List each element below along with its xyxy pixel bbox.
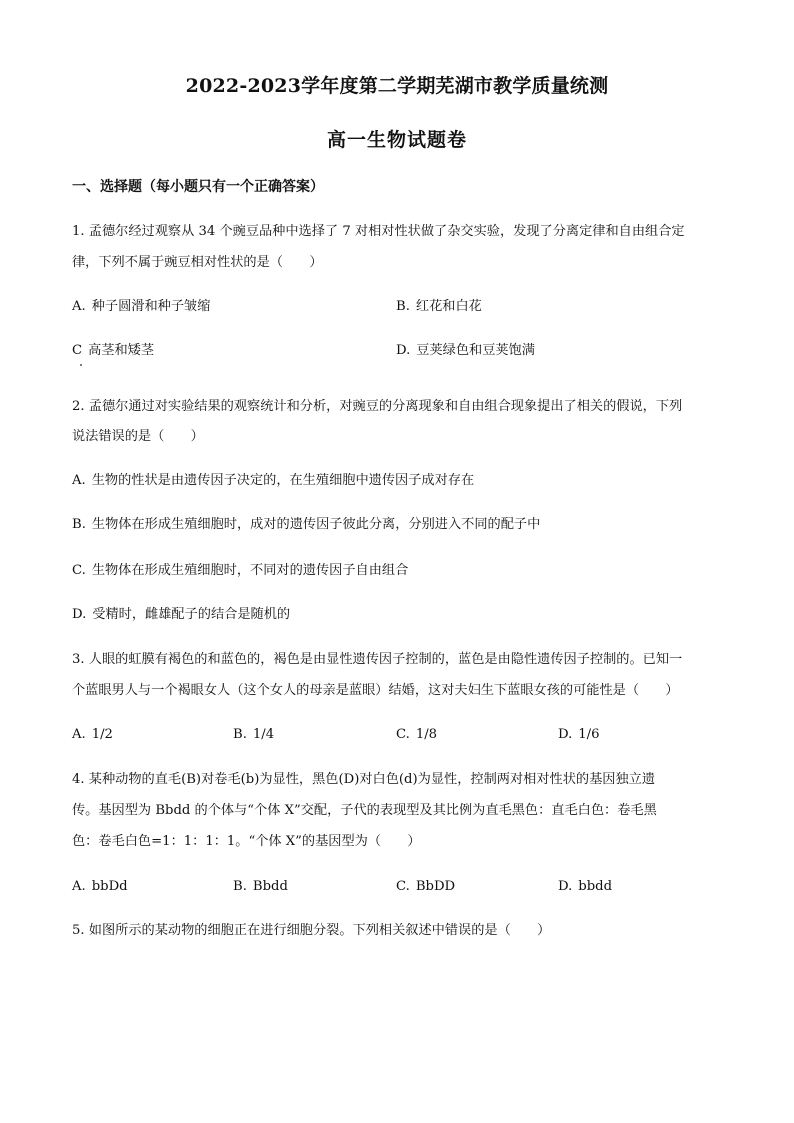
question-1-line-1: 1. 孟德尔经过观察从 34 个豌豆品种中选择了 7 对相对性状做了杂交实验，发现了分离定律和自由组合定 bbox=[72, 224, 685, 239]
question-3-line-1: 3. 人眼的虹膜有褐色的和蓝色的，褐色是由显性遗传因子控制的，蓝色是由隐性遗传因子控制的。已知一 bbox=[72, 652, 683, 667]
exam-title: 2022-2023学年度第二学期芜湖市教学质量统测 bbox=[185, 75, 609, 97]
question-4-options bbox=[72, 878, 752, 896]
question-4-line-3: 色：卷毛白色=1：1：1：1。“个体 X”的基因型为（ ） bbox=[72, 834, 421, 849]
question-3-line-2: 个蓝眼男人与一个褐眼女人（这个女人的母亲是蓝眼）结婚，这对夫妇生下蓝眼女孩的可能性是（ ） bbox=[72, 683, 679, 698]
exam-subtitle: 高一生物试题卷 bbox=[326, 129, 467, 151]
option-a: A. bbDd bbox=[72, 879, 128, 894]
option-c: C 高茎和矮茎 bbox=[72, 343, 155, 358]
option-c: C. BbDD bbox=[396, 879, 456, 894]
option-d: D. 1/6 bbox=[558, 727, 600, 742]
question-3-options bbox=[72, 726, 752, 744]
question-1-line-2: 律，下列不属于豌豆相对性状的是（ ） bbox=[72, 255, 323, 270]
option-a: A. 1/2 bbox=[72, 727, 113, 742]
question-2-option-d: D. 受精时，雌雄配子的结合是随机的 bbox=[72, 607, 291, 622]
question-2-line-2: 说法错误的是（ ） bbox=[72, 429, 204, 444]
option-c: C. 1/8 bbox=[396, 727, 438, 742]
question-1-options-row-1 bbox=[72, 298, 752, 316]
stray-dot bbox=[80, 364, 82, 366]
question-5-line-1: 5. 如图所示的某动物的细胞正在进行细胞分裂。下列相关叙述中错误的是（ ） bbox=[72, 923, 551, 938]
option-a: A. 种子圆滑和种子皱缩 bbox=[72, 299, 211, 314]
option-b: B. 1/4 bbox=[233, 727, 275, 742]
question-2-option-c: C. 生物体在形成生殖细胞时，不同对的遗传因子自由组合 bbox=[72, 563, 409, 578]
option-d: D. 豆荚绿色和豆荚饱满 bbox=[396, 343, 535, 358]
option-d: D. bbdd bbox=[558, 879, 613, 894]
question-4-line-2: 传。基因型为 Bbdd 的个体与“个体 X”交配，子代的表现型及其比例为直毛黑色：直毛白色：卷毛黑 bbox=[72, 803, 657, 818]
option-b: B. 红花和白花 bbox=[396, 299, 482, 314]
question-1-options-row-2 bbox=[72, 342, 752, 360]
question-2-line-1: 2. 孟德尔通过对实验结果的观察统计和分析，对豌豆的分离现象和自由组合现象提出了相关的假说，下列 bbox=[72, 399, 683, 414]
question-2-option-b: B. 生物体在形成生殖细胞时，成对的遗传因子彼此分离，分别进入不同的配子中 bbox=[72, 517, 541, 532]
question-4-line-1: 4. 某种动物的直毛(B)对卷毛(b)为显性，黑色(D)对白色(d)为显性，控制两对相对性状的基因独立遗 bbox=[72, 772, 656, 787]
question-2-option-a: A. 生物的性状是由遗传因子决定的，在生殖细胞中遗传因子成对存在 bbox=[72, 473, 475, 488]
option-b: B. Bbdd bbox=[233, 879, 288, 894]
section-heading: 一、选择题（每小题只有一个正确答案） bbox=[72, 179, 324, 195]
